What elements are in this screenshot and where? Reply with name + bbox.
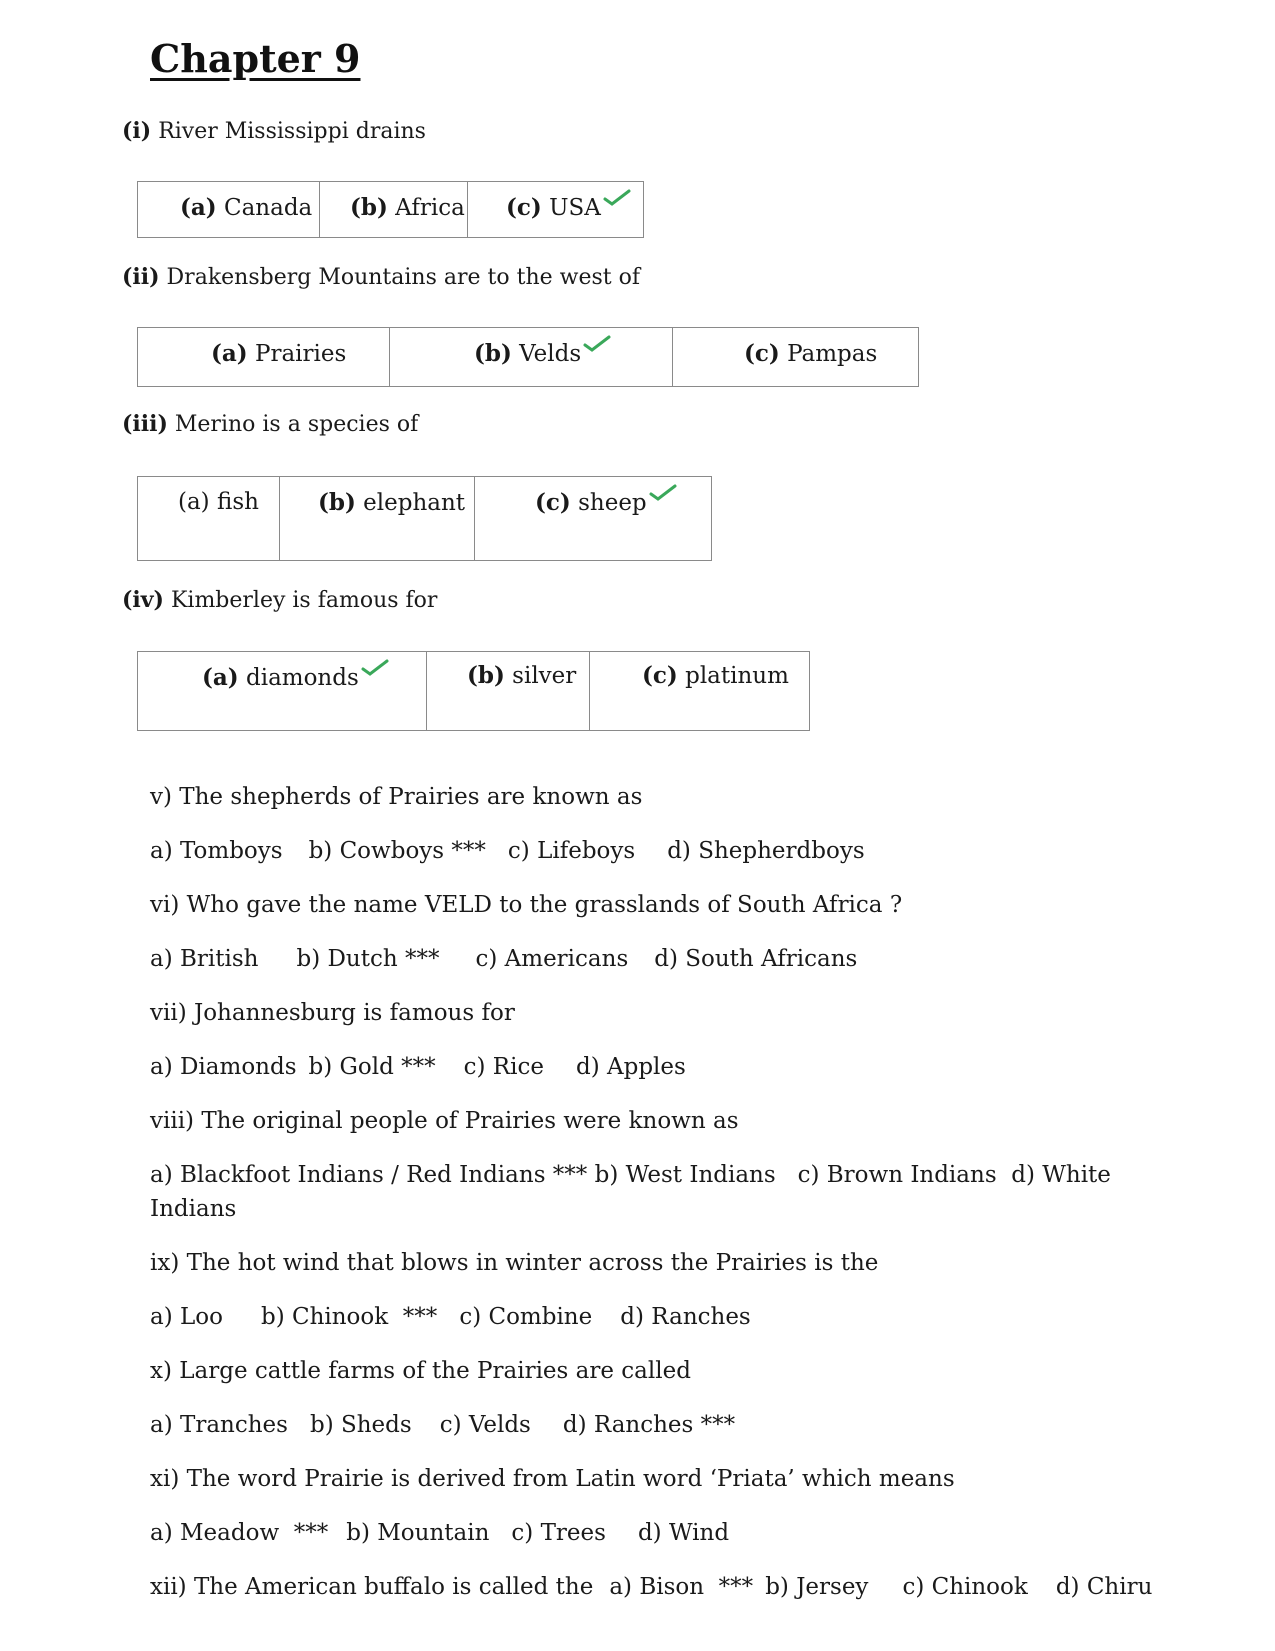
option-b: b) Cowboys *** (308, 838, 486, 864)
option-b: b) Mountain (346, 1520, 490, 1546)
question-text: River Mississippi drains (158, 119, 426, 144)
option-d: d) Chiru (1055, 1574, 1153, 1600)
question-8: viii) The original people of Prairies were known as (150, 1108, 739, 1134)
option-c: c) Velds (439, 1412, 531, 1438)
options-table-2 (137, 327, 919, 387)
option-cell (320, 182, 468, 238)
option-d: d) Ranches (620, 1304, 751, 1330)
option-key: (c) (744, 340, 780, 367)
option-text: Pampas (787, 341, 878, 367)
option-b: b) Jersey (765, 1574, 869, 1600)
answers-6 (150, 946, 857, 972)
question-2 (122, 264, 640, 290)
question-10: x) Large cattle farms of the Prairies are called (150, 1358, 691, 1384)
option-key: (b) (474, 340, 512, 367)
option-key: (a) (211, 340, 248, 367)
question-text: Kimberley is famous for (170, 588, 438, 613)
option-cell (280, 477, 475, 561)
option-key: (a) (180, 194, 217, 221)
option-cell (138, 652, 427, 731)
question-text: Merino is a species of (174, 412, 419, 437)
checkmark-icon (583, 334, 611, 352)
option-c: c) Rice (463, 1054, 544, 1080)
question-4 (122, 587, 437, 613)
answers-8-line-1: a) Blackfoot Indians / Red Indians *** b) West Indians c) Brown Indians d) White (150, 1162, 1111, 1188)
option-a: a) British (150, 946, 259, 972)
option-cell (138, 477, 280, 561)
answers-9 (150, 1304, 751, 1330)
question-12 (150, 1574, 1152, 1600)
option-key: (c) (642, 662, 678, 689)
option-a: a) Tranches (150, 1412, 288, 1438)
option-cell (475, 477, 712, 561)
option-key: (b) (467, 662, 505, 689)
option-text: platinum (685, 663, 789, 689)
option-key: (a) (202, 664, 239, 691)
page-title: Chapter 9 (150, 36, 361, 81)
option-c: c) Lifeboys (507, 838, 636, 864)
option-cell (427, 652, 590, 731)
option-key: (b) (318, 489, 356, 516)
option-b: b) Chinook *** (260, 1304, 438, 1330)
question-11: xi) The word Prairie is derived from Latin word ‘Priata’ which means (150, 1466, 955, 1492)
checkmark-icon (649, 483, 677, 501)
question-number: (iii) (122, 411, 168, 437)
option-cell (673, 328, 919, 387)
option-a: a) Diamonds (150, 1054, 297, 1080)
options-table-3 (137, 476, 712, 561)
options-table-1 (137, 181, 644, 238)
option-c: c) Americans (475, 946, 629, 972)
question-text: Drakensberg Mountains are to the west of (166, 265, 640, 290)
answers-5 (150, 838, 865, 864)
option-b: b) Dutch *** (296, 946, 440, 972)
options-table-4 (137, 651, 810, 731)
option-text: Prairies (254, 341, 347, 367)
option-c: c) Chinook (902, 1574, 1028, 1600)
option-d: d) Apples (575, 1054, 686, 1080)
option-d: d) South Africans (654, 946, 858, 972)
option-c: c) Trees (511, 1520, 606, 1546)
option-a: a) Tomboys (150, 838, 283, 864)
option-text: fish (216, 489, 259, 515)
option-a: a) Meadow *** (150, 1520, 329, 1546)
answers-11 (150, 1520, 729, 1546)
option-b: b) Sheds (309, 1412, 412, 1438)
question-3 (122, 411, 418, 437)
option-key: (b) (350, 194, 388, 221)
option-key: (c) (506, 194, 542, 221)
option-cell (390, 328, 673, 387)
option-key: (c) (535, 489, 571, 516)
option-text: Africa (395, 195, 465, 221)
option-text: Velds (519, 341, 582, 367)
option-text: elephant (363, 490, 466, 516)
option-c: c) Combine (459, 1304, 593, 1330)
option-cell (590, 652, 810, 731)
question-number: (ii) (122, 264, 160, 290)
option-a: a) Loo (150, 1304, 223, 1330)
answers-7 (150, 1054, 686, 1080)
question-6: vi) Who gave the name VELD to the grasslands of South Africa ? (150, 892, 903, 918)
option-cell (138, 182, 320, 238)
option-b: b) Gold *** (308, 1054, 436, 1080)
option-key: (a) (178, 489, 210, 515)
option-d: d) Wind (637, 1520, 730, 1546)
checkmark-icon (603, 188, 631, 206)
question-1 (122, 118, 426, 144)
question-text: xii) The American buffalo is called the (150, 1574, 594, 1600)
option-text: sheep (578, 490, 647, 516)
question-7: vii) Johannesburg is famous for (150, 1000, 515, 1026)
option-d: d) Shepherdboys (667, 838, 865, 864)
option-text: Canada (223, 195, 313, 221)
checkmark-icon (361, 658, 389, 676)
question-number: (iv) (122, 587, 164, 613)
question-number: (i) (122, 118, 152, 144)
option-text: silver (512, 663, 577, 689)
answers-10 (150, 1412, 735, 1438)
option-d: d) Ranches *** (562, 1412, 736, 1438)
question-5: v) The shepherds of Prairies are known as (150, 784, 643, 810)
option-cell (468, 182, 644, 238)
option-text: diamonds (245, 665, 359, 691)
option-cell (138, 328, 390, 387)
option-a: a) Bison *** (609, 1574, 754, 1600)
answers-8-line-2: Indians (150, 1196, 237, 1222)
question-9: ix) The hot wind that blows in winter across the Prairies is the (150, 1250, 879, 1276)
option-text: USA (549, 195, 601, 221)
